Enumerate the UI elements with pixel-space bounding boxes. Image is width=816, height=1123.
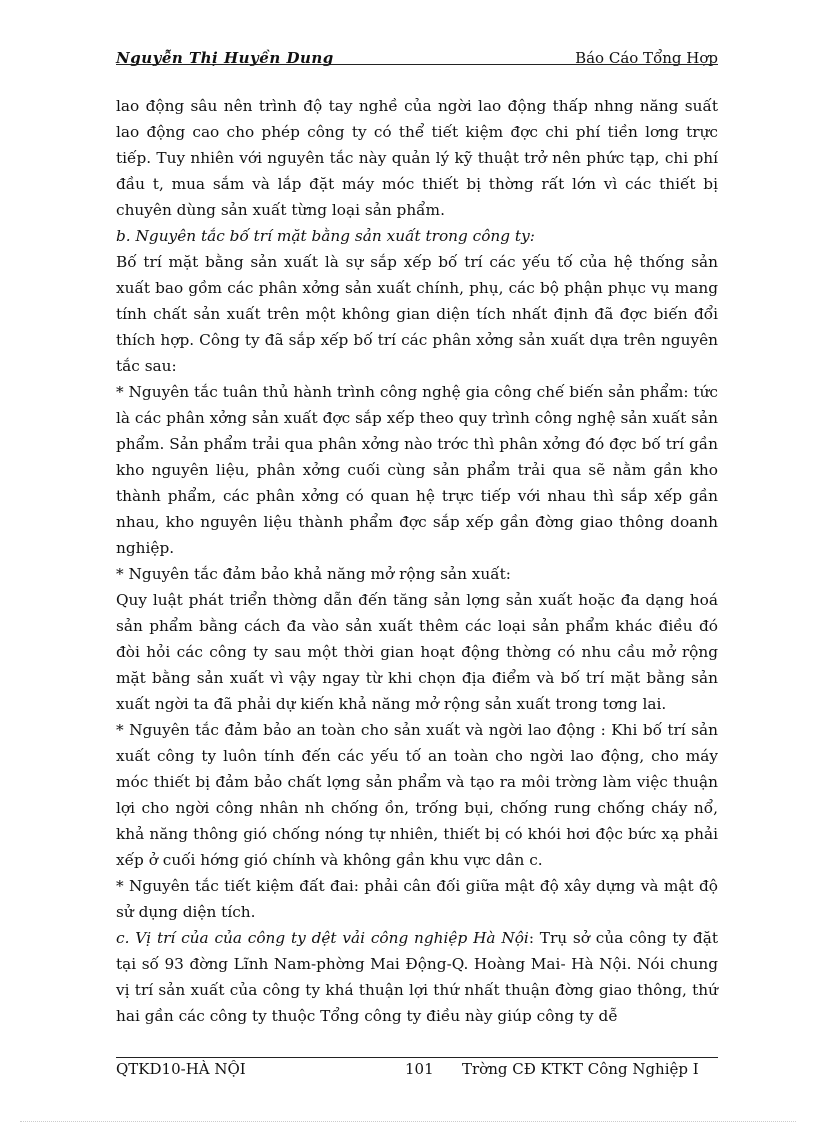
header-rule [116, 64, 718, 65]
paragraph-5: Quy luật phát triển thờng dẫn đến tăng sản lợng sản xuất hoặc đa dạng hoá sản phẩm bằng cách đa vào sản xuất thêm các loại sản phẩm khác điều đó đòi hỏi các công ty sau một thời gian hoạt động thờng có nhu cầu mở rộng mặt bằng sản xuất vì vậy ngay từ khi chọn địa điểm và bố trí mặt bằng sản xuất ngời ta đã phải dự kiến khả năng mở rộng sản xuất trong tơng lai. [116, 591, 718, 713]
footer-page-number: 101 [405, 1060, 434, 1078]
page-edge [20, 1121, 796, 1122]
footer-rule [116, 1057, 718, 1058]
paragraph-1: lao động sâu nên trình độ tay nghề của ngời lao động thấp nhng năng suất lao động cao cho phép công ty có thể tiết kiệm đợc chi phí tiền lơng trực tiếp. Tuy nhiên với nguyên tắc này quản lý kỹ thuật trở nên phức tạp, chi phí đầu t, mua sắm và lắp đặt máy móc thiết bị thờng rất lớn vì các thiết bị chuyên dùng sản xuất từng loại sản phẩm. [116, 97, 718, 219]
section-heading-b: b. Nguyên tắc bố trí mặt bằng sản xuất trong công ty: [116, 227, 535, 245]
paragraph-3: * Nguyên tắc tuân thủ hành trình công nghệ gia công chế biến sản phẩm: tức là các phân xởng sản xuất đợc sắp xếp theo quy trình công nghệ sản xuất sản phẩm. Sản phẩm trải qua phân xởng nào trớc thì phân xởng đó đợc bố trí gần kho nguyên liệu, phân xởng cuối cùng sản phẩm trải qua sẽ nằm gần kho thành phẩm, các phân xởng có quan hệ trực tiếp với nhau thì sắp xếp gần nhau, kho nguyên liệu thành phẩm đợc sắp xếp gần đờng giao thông doanh nghiệp. [116, 383, 718, 557]
footer-class-name: QTKD10-HÀ NỘI [116, 1060, 246, 1078]
paragraph-8-text: : Trụ sở của công ty đặt tại số 93 đờng Lĩnh Nam-phờng Mai Động-Q. Hoàng Mai- Hà Nội. Nói chung vị trí sản xuất của công ty khá thuận lợi thứ nhất thuận đờng giao thông, thứ hai gần các công ty thuộc Tổng công ty điều này giúp công ty dễ [116, 929, 718, 1025]
paragraph-6: * Nguyên tắc đảm bảo an toàn cho sản xuất và ngời lao động : Khi bố trí sản xuất công ty luôn tính đến các yếu tố an toàn cho ngời lao động, cho máy móc thiết bị đảm bảo chất lợng sản phẩm và tạo ra môi trờng làm việc thuận lợi cho ngời công nhân nh chống ồn, trống bụi, chống rung chống cháy nổ, khả năng thông gió chống nóng tự nhiên, thiết bị có khói hơi độc bức xạ phải xếp ở cuối hớng gió chính và không gần khu vực dân c. [116, 721, 718, 869]
header-author: Nguyễn Thị Huyền Dung [116, 49, 334, 67]
paragraph-2: Bố trí mặt bằng sản xuất là sự sắp xếp bố trí các yếu tố của hệ thống sản xuất bao gồm các phân xởng sản xuất chính, phụ, các bộ phận phục vụ mang tính chất sản xuất trên một không gian diện tích nhất định đã đợc biến đổi thích hợp. Công ty đã sắp xếp bố trí các phân xởng sản xuất dựa trên nguyên tắc sau: [116, 253, 718, 375]
paragraph-4: * Nguyên tắc đảm bảo khả năng mở rộng sản xuất: [116, 565, 511, 583]
body-text [116, 93, 718, 1029]
header-report-title: Báo Cáo Tổng Hợp [575, 49, 718, 67]
footer-school: Trờng CĐ KTKT Công Nghiệp I [462, 1060, 699, 1078]
section-heading-c: c. Vị trí của của công ty dệt vải công nghiệp Hà Nội [116, 929, 529, 947]
paragraph-7: * Nguyên tắc tiết kiệm đất đai: phải cân đối giữa mật độ xây dựng và mật độ sử dụng diện tích. [116, 877, 718, 921]
paragraph-8 [116, 925, 718, 1029]
